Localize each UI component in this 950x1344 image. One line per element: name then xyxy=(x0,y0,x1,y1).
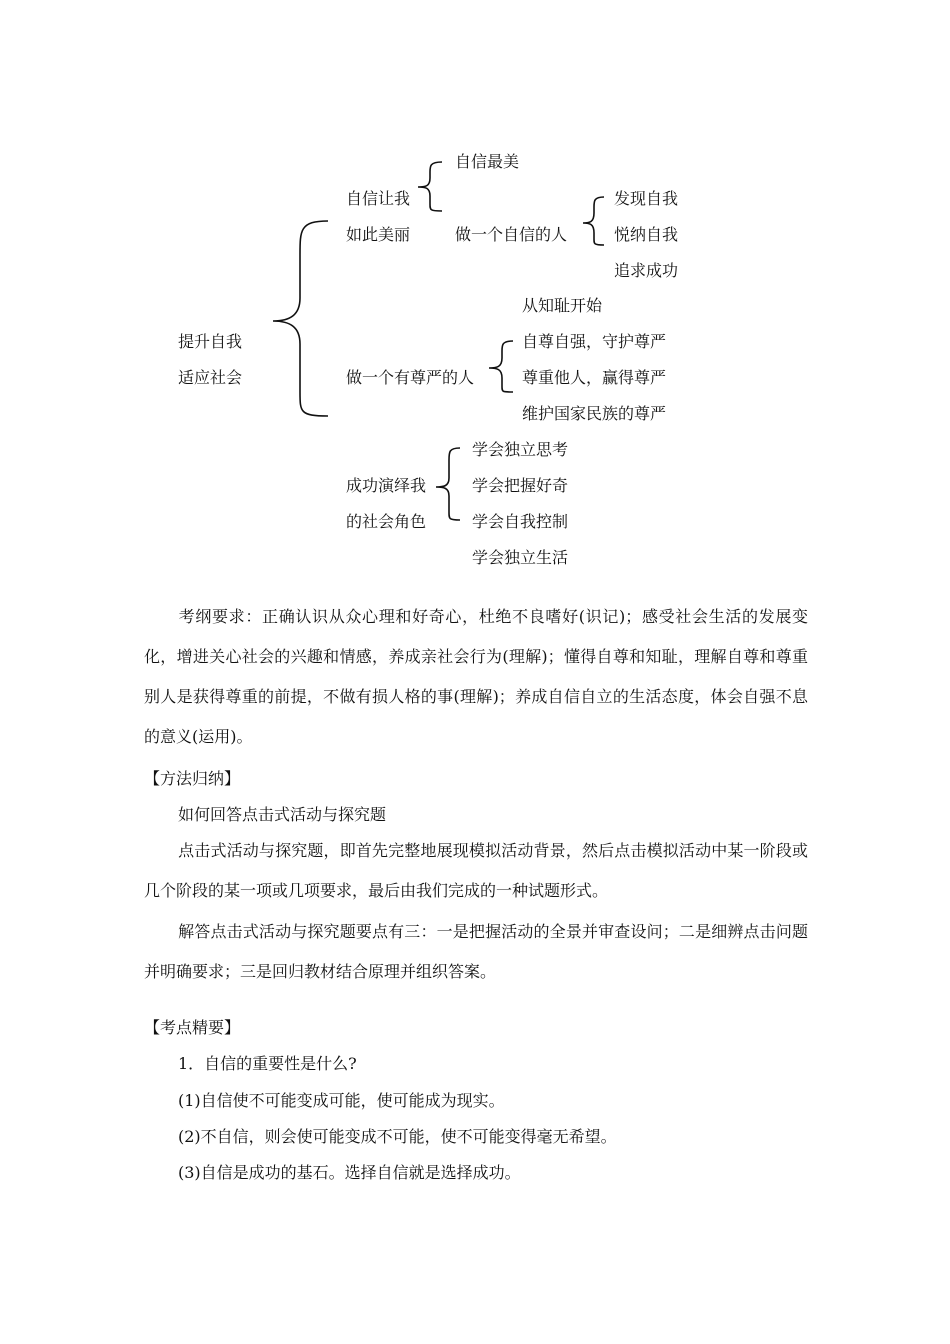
root-label-line2: 适应社会 xyxy=(178,368,243,387)
dignity-item: 自尊自强，守护尊严 xyxy=(522,332,667,351)
confidence-brace xyxy=(583,197,604,245)
dignity-item: 尊重他人，赢得尊严 xyxy=(522,368,667,387)
dignity-brace xyxy=(489,341,513,392)
confidence-item: 追求成功 xyxy=(614,261,679,280)
branch1-brace xyxy=(418,162,442,211)
confidence-item: 发现自我 xyxy=(614,189,679,208)
dignity-item: 从知耻开始 xyxy=(522,296,603,315)
role-item: 学会独立生活 xyxy=(472,548,569,567)
root-label-line1: 提升自我 xyxy=(178,332,243,351)
method-paragraph-1 xyxy=(144,831,808,911)
role-item: 学会独立思考 xyxy=(472,440,569,459)
root-brace xyxy=(273,221,328,416)
key-points-heading: 【考点精要】 xyxy=(144,1018,241,1037)
method-paragraph-2 xyxy=(144,912,808,992)
branch1-child-confident-person: 做一个自信的人 xyxy=(455,225,568,244)
dignity-item: 维护国家民族的尊严 xyxy=(522,404,667,423)
method-heading: 【方法归纳】 xyxy=(144,769,241,788)
method-paragraph-2-text: 解答点击式活动与探究题要点有三：一是把握活动的全景并审查设问；二是细辨点击问题并明确要求；三是回归教材结合原理并组织答案。 xyxy=(144,922,808,981)
branch2-label: 做一个有尊严的人 xyxy=(346,368,475,387)
exam-requirements xyxy=(144,597,808,757)
method-paragraph-1-text: 点击式活动与探究题，即首先完整地展现模拟活动背景，然后点击模拟活动中某一阶段或几个阶段的某一项或几项要求，最后由我们完成的一种试题形式。 xyxy=(144,841,808,900)
branch1-label-line2: 如此美丽 xyxy=(346,225,411,244)
branch3-label-line2: 的社会角色 xyxy=(346,512,427,531)
role-item: 学会自我控制 xyxy=(472,512,569,531)
branch3-label-line1: 成功演绎我 xyxy=(346,476,427,495)
branch1-label-line1: 自信让我 xyxy=(346,189,411,208)
exam-requirements-text: 考纲要求：正确认识从众心理和好奇心，杜绝不良嗜好(识记)；感受社会生活的发展变化，增进关心社会的兴趣和情感，养成亲社会行为(理解)；懂得自尊和知耻，理解自尊和尊重别人是获得尊重的前提，不做有损人格的事(理解)；养成自信自立的生活态度，体会自强不息的意义(运用)。 xyxy=(144,607,808,746)
branch1-child-confidence-beauty: 自信最美 xyxy=(455,152,520,171)
key-points-answer: (3)自信是成功的基石。选择自信就是选择成功。 xyxy=(178,1163,521,1182)
key-points-question: 1．自信的重要性是什么? xyxy=(178,1054,357,1073)
key-points-answer: (1)自信使不可能变成可能，使可能成为现实。 xyxy=(178,1091,505,1110)
role-brace xyxy=(436,448,460,520)
key-points-answer: (2)不自信，则会使可能变成不可能，使不可能变得毫无希望。 xyxy=(178,1127,617,1146)
method-subheading: 如何回答点击式活动与探究题 xyxy=(178,805,387,824)
confidence-item: 悦纳自我 xyxy=(614,225,679,244)
role-item: 学会把握好奇 xyxy=(472,476,569,495)
